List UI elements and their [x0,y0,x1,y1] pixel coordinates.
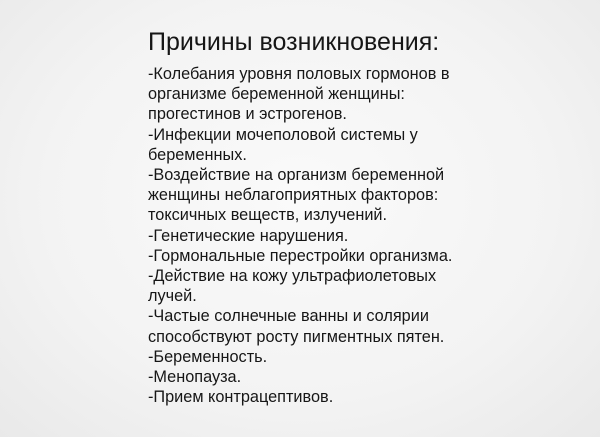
list-item [148,125,588,165]
slide-content [148,26,588,407]
list-item [148,246,588,266]
list-item-line: -Частые солнечные ванны и солярии [148,307,429,326]
list-item-line: прогестинов и эстрогенов. [148,105,347,124]
list-item-line: -Действие на кожу ультрафиолетовых [148,267,437,286]
list-item [148,266,588,306]
list-item-line: женщины неблагоприятных факторов: [148,186,439,205]
causes-list [148,64,588,407]
list-item-line: токсичных веществ, излучений. [148,206,388,225]
list-item-line: -Менопауза. [148,368,242,387]
list-item-line: -Генетические нарушения. [148,226,349,245]
list-item [148,165,588,226]
list-item-line: -Колебания уровня половых гормонов в [148,65,450,83]
list-item-line: -Беременность. [148,347,268,366]
list-item-line: организме беременной женщины: [148,85,405,104]
list-item-line: -Прием контрацептивов. [148,388,334,407]
list-item [148,306,588,346]
list-item-line: -Воздействие на организм беременной [148,166,445,185]
list-item [148,347,588,367]
list-item-line: -Гормональные перестройки организма. [148,246,453,265]
list-item [148,367,588,387]
list-item [148,226,588,246]
list-item [148,387,588,407]
list-item-line: способствуют росту пигментных пятен. [148,327,445,346]
list-item-line: -Инфекции мочеполовой системы у [148,125,418,144]
list-item [148,64,588,125]
slide-title: Причины возникновения: [148,28,440,56]
list-item-line: лучей. [148,287,197,306]
list-item-line: беременных. [148,145,247,164]
